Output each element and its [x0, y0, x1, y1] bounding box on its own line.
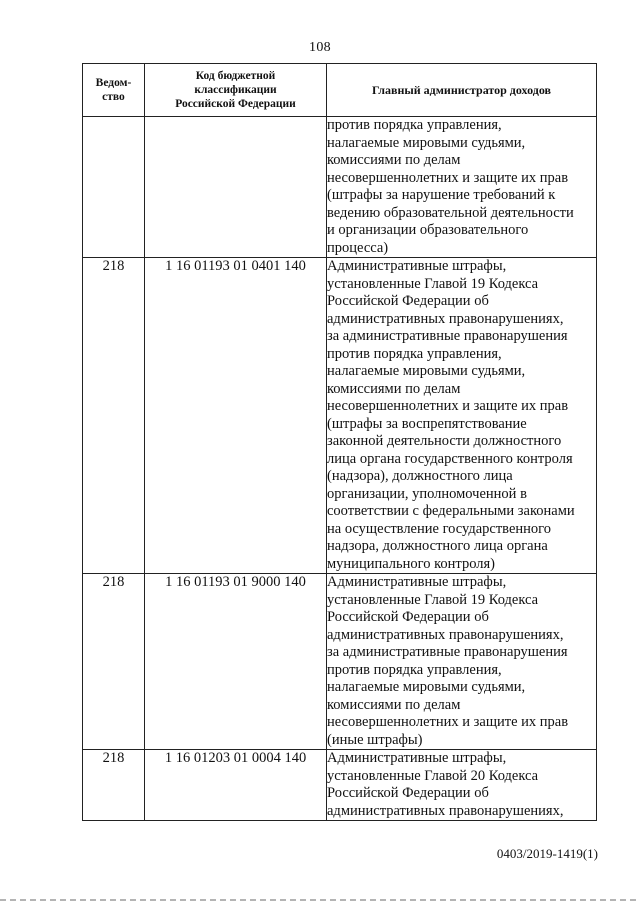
code-cell: 1 16 01193 01 9000 140	[145, 574, 327, 750]
description-line: законной деятельности должностного	[327, 433, 562, 449]
code-cell	[145, 117, 327, 258]
description-line: (иные штрафы)	[327, 731, 423, 748]
description-line: против порядка управления,	[327, 345, 502, 362]
description-line: муниципального контроля)	[327, 555, 495, 572]
scan-edge	[0, 899, 640, 901]
description-line: налагаемые мировыми судьями,	[327, 363, 526, 379]
description-line: Административные штрафы,	[327, 574, 507, 590]
description-line: Российской Федерации об	[327, 609, 489, 625]
header-line: Главный администратор доходов	[371, 83, 552, 97]
table-row	[83, 117, 597, 258]
header-code	[145, 64, 327, 117]
table-header-row	[83, 64, 597, 117]
description-line: установленные Главой 19 Кодекса	[327, 275, 539, 292]
description-line: лица органа государственного контроля	[327, 450, 573, 467]
description-line: надзора, должностного лица органа	[327, 538, 548, 554]
description-line: несовершеннолетних и защите их прав	[327, 169, 569, 186]
description-line: против порядка управления,	[327, 661, 502, 678]
description-line: Российской Федерации об	[327, 293, 489, 309]
table-body	[83, 117, 597, 821]
description-line: административных правонарушениях,	[327, 626, 564, 643]
description-line: комиссиями по делам	[327, 152, 461, 168]
description-line: организации, уполномоченной в	[327, 485, 527, 502]
description-line: комиссиями по делам	[327, 380, 461, 397]
header-line: классификации	[194, 84, 277, 96]
description-line: комиссиями по делам	[327, 696, 461, 713]
description-cell	[327, 574, 597, 750]
code-cell: 1 16 01193 01 0401 140	[145, 258, 327, 574]
description-line: (надзора), должностного лица	[327, 468, 513, 484]
description-line: несовершеннолетних и защите их прав	[327, 714, 569, 730]
description-line: установленные Главой 19 Кодекса	[327, 591, 539, 608]
dept-cell: 218	[83, 258, 145, 574]
description-line: против порядка управления,	[327, 117, 502, 133]
description-line: налагаемые мировыми судьями,	[327, 134, 526, 151]
document-code: 0403/2019-1419(1)	[496, 846, 598, 861]
dept-cell: 218	[83, 750, 145, 821]
description-line: процесса)	[327, 239, 389, 256]
description-line: налагаемые мировыми судьями,	[327, 679, 526, 695]
description-line: за административные правонарушения	[327, 328, 568, 344]
header-dept	[83, 64, 145, 117]
description-line: установленные Главой 20 Кодекса	[327, 767, 539, 784]
description-line: Российской Федерации об	[327, 785, 489, 801]
header-line: Ведом-	[95, 77, 132, 89]
header-line: Код бюджетной	[195, 70, 276, 82]
description-line: за административные правонарушения	[327, 644, 568, 660]
header-line: ство	[102, 91, 125, 103]
description-line: ведению образовательной деятельности	[327, 204, 574, 221]
header-administrator	[327, 64, 597, 117]
table-row	[83, 750, 597, 821]
description-line: на осуществление государственного	[327, 520, 551, 537]
table-row	[83, 574, 597, 750]
description-line: (штрафы за нарушение требований к	[327, 187, 556, 203]
budget-table	[82, 63, 597, 821]
dept-cell	[83, 117, 145, 258]
description-cell	[327, 117, 597, 258]
table-row	[83, 258, 597, 574]
header-line: Российской Федерации	[175, 98, 296, 110]
description-line: несовершеннолетних и защите их прав	[327, 398, 569, 414]
description-line: административных правонарушениях,	[327, 802, 564, 819]
description-cell	[327, 258, 597, 574]
description-cell	[327, 750, 597, 821]
description-line: (штрафы за воспрепятствование	[327, 415, 527, 432]
page-number: 108	[309, 40, 331, 55]
description-line: соответствии с федеральными законами	[327, 503, 575, 519]
description-line: Административные штрафы,	[327, 750, 507, 766]
dept-cell: 218	[83, 574, 145, 750]
description-line: и организации образовательного	[327, 222, 529, 238]
description-line: административных правонарушениях,	[327, 310, 564, 327]
code-cell: 1 16 01203 01 0004 140	[145, 750, 327, 821]
description-line: Административные штрафы,	[327, 258, 507, 274]
